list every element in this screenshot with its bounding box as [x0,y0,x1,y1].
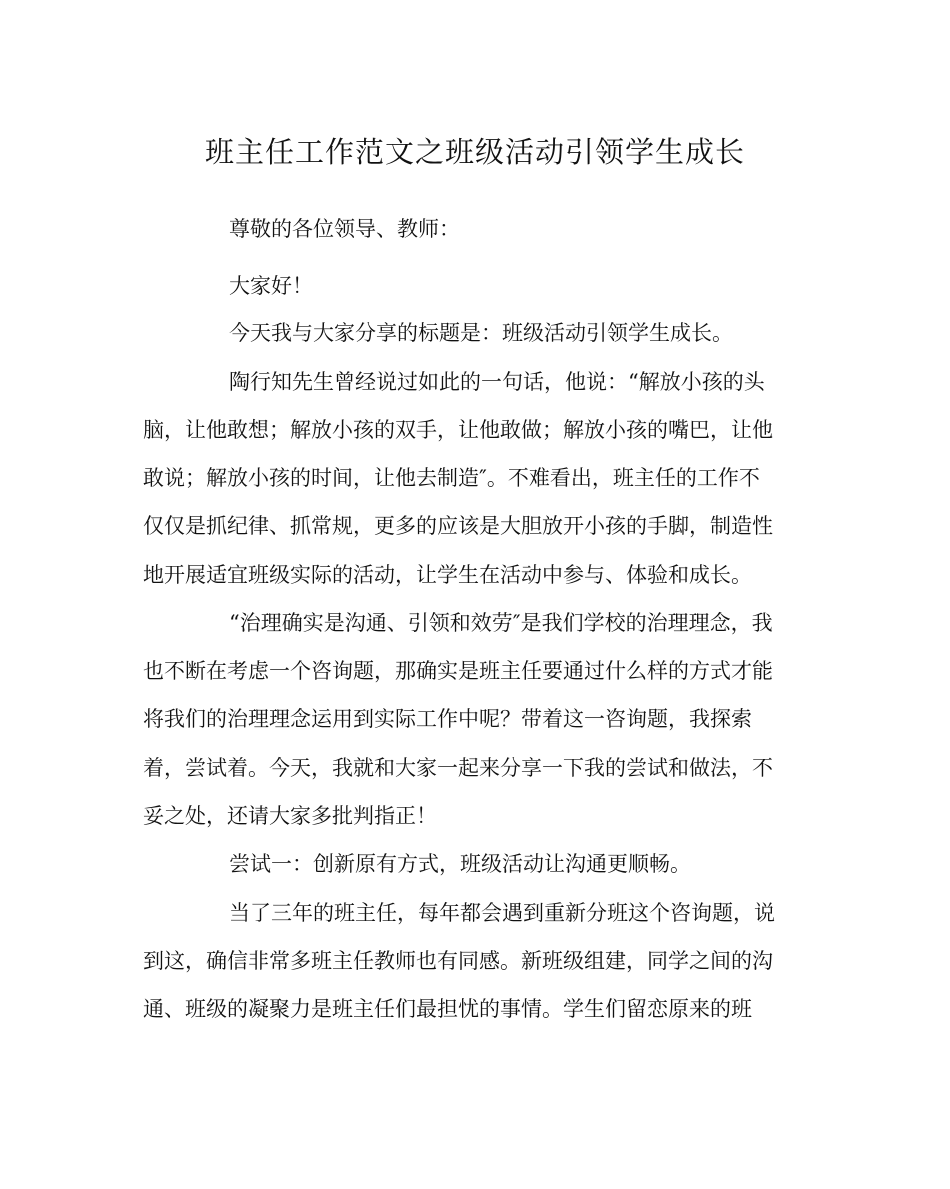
paragraph-line: “治理确实是沟通、引领和效劳″是我们学校的治理理念，我 [229,611,773,635]
paragraph-line: 到这，确信非常多班主任教师也有同感。新班级组建，同学之间的沟 [143,949,773,973]
paragraph-line: 将我们的治理理念运用到实际工作中呢？带着这一咨询题，我探索 [143,707,752,731]
paragraph-hello: 大家好！ [229,274,313,298]
paragraph-line: 陶行知先生曾经说过如此的一句话，他说：“解放小孩的头 [229,370,765,394]
paragraph-line: 地开展适宜班级实际的活动，让学生在活动中参与、体验和成长。 [143,563,752,587]
paragraph-line: 也不断在考虑一个咨询题，那确实是班主任要通过什么样的方式才能 [143,659,773,683]
paragraph-topic: 今天我与大家分享的标题是：班级活动引领学生成长。 [229,321,733,345]
document-title: 班主任工作范文之班级活动引领学生成长 [204,135,745,169]
section-heading-attempt-one: 尝试一：创新原有方式，班级活动让沟通更顺畅。 [229,852,691,876]
paragraph-greeting: 尊敬的各位领导、教师： [229,217,460,241]
paragraph-line: 敢说；解放小孩的时间，让他去制造″。不难看出，班主任的工作不 [143,466,760,490]
paragraph-line: 当了三年的班主任，每年都会遇到重新分班这个咨询题，说 [229,901,775,925]
paragraph-line: 仅仅是抓纪律、抓常规，更多的应该是大胆放开小孩的手脚，制造性 [143,514,773,538]
paragraph-line: 脑，让他敢想；解放小孩的双手，让他敢做；解放小孩的嘴巴，让他 [143,418,773,442]
paragraph-line: 妥之处，还请大家多批判指正！ [143,804,437,828]
paragraph-line: 着，尝试着。今天，我就和大家一起来分享一下我的尝试和做法，不 [143,756,773,780]
paragraph-line: 通、班级的凝聚力是班主任们最担忧的事情。学生们留恋原来的班 [143,997,752,1021]
